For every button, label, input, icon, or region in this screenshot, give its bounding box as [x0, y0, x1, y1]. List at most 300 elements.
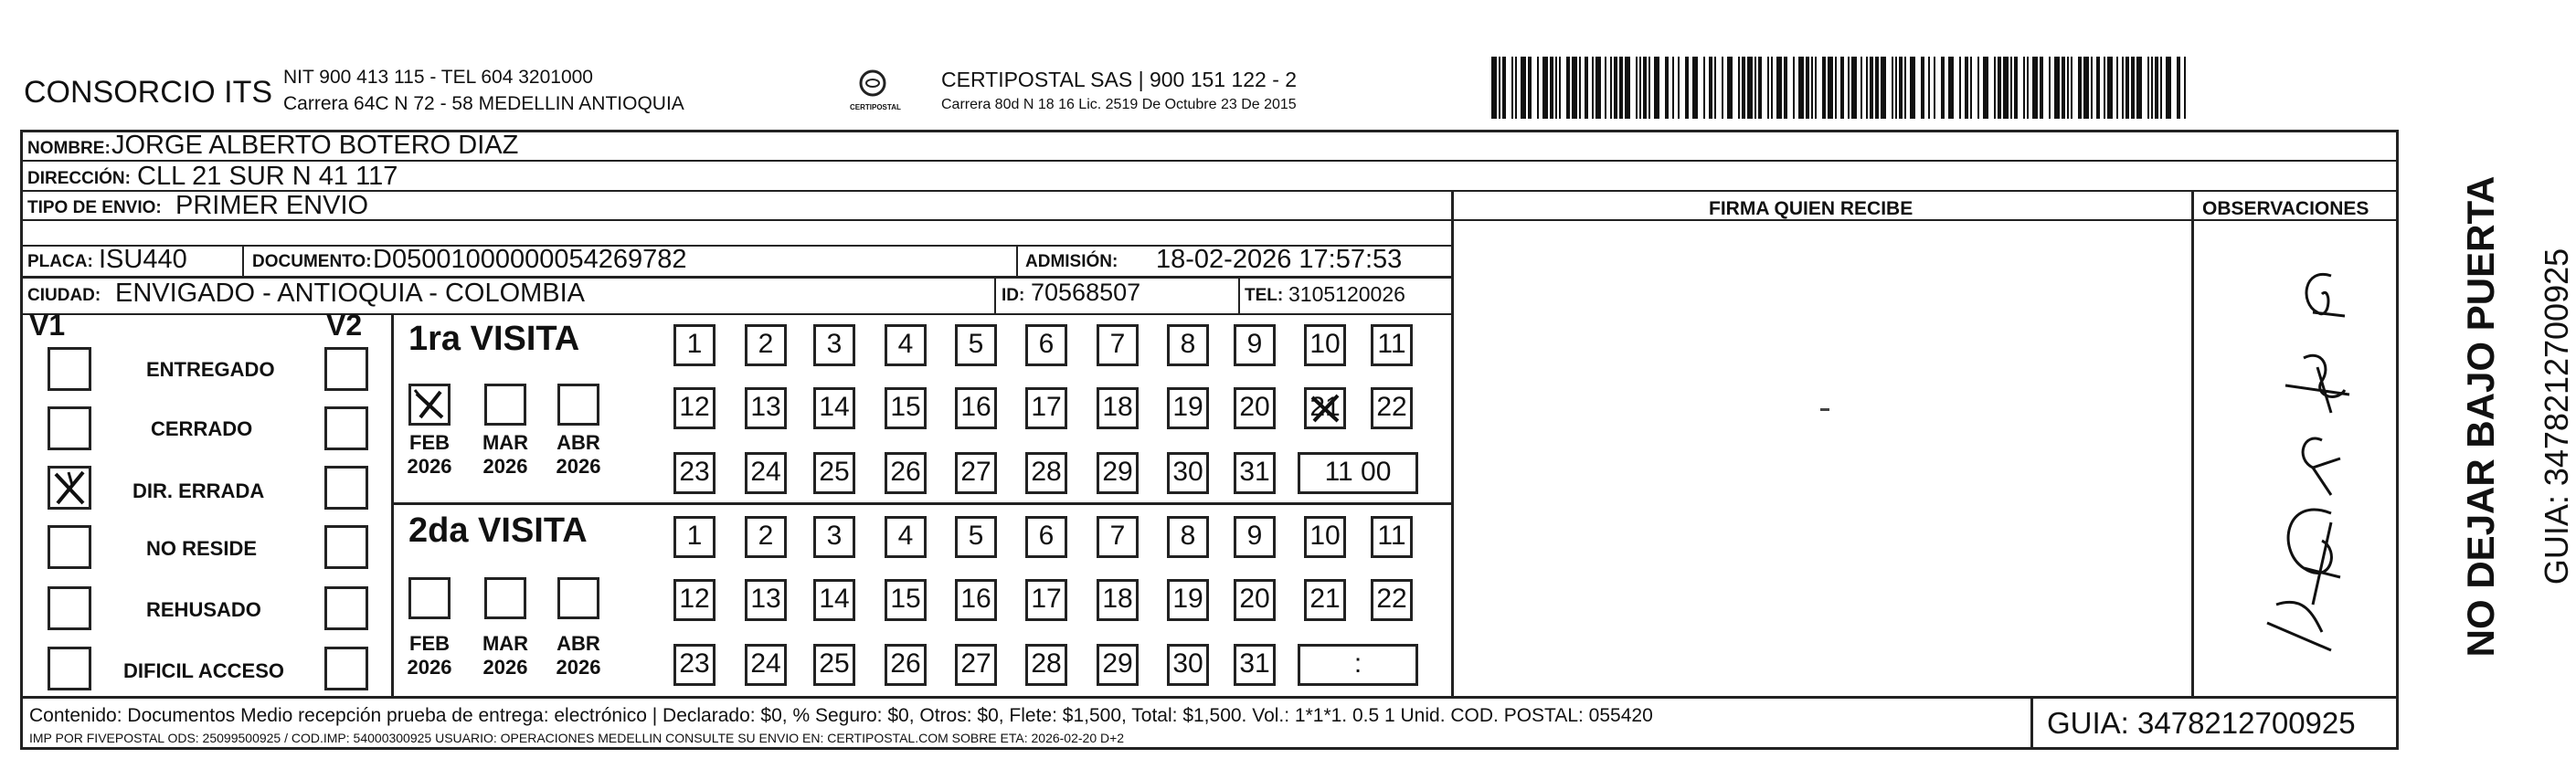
barcode-bar	[2107, 57, 2113, 119]
day-number: 27	[960, 648, 991, 679]
admision-value: 18-02-2026 17:57:53	[1156, 245, 1403, 274]
day-number: 9	[1246, 329, 1263, 359]
day-number: 4	[897, 329, 914, 359]
tel-label: TEL:	[1245, 286, 1284, 305]
day-box[interactable]	[955, 516, 997, 558]
first-month-checkbox-mar[interactable]	[484, 384, 526, 426]
id-label: ID:	[1002, 286, 1025, 305]
v1-header: V1	[29, 309, 66, 342]
day-box[interactable]	[1025, 324, 1067, 366]
barcode-bar	[1866, 57, 1868, 119]
day-number: 8	[1180, 521, 1196, 551]
day-box[interactable]	[1097, 387, 1139, 429]
day-number: 14	[819, 584, 850, 614]
day-box[interactable]	[955, 324, 997, 366]
tel-value: 3105120026	[1288, 282, 1405, 306]
v1-checkbox-no-reside[interactable]	[48, 525, 91, 569]
barcode-bar	[1511, 57, 1513, 119]
second-month-checkbox-feb[interactable]	[408, 577, 451, 619]
day-box[interactable]	[1097, 644, 1139, 686]
day-number: 20	[1239, 392, 1270, 422]
day-box[interactable]	[1304, 324, 1346, 366]
day-box[interactable]	[1304, 387, 1346, 429]
barcode-bar	[1870, 57, 1873, 119]
barcode-bar	[2083, 57, 2089, 119]
barcode-bar	[1521, 57, 1526, 119]
day-box[interactable]	[1167, 644, 1209, 686]
barcode-bar	[1727, 57, 1733, 119]
barcode-bar	[1921, 57, 1924, 119]
admision-label: ADMISIÓN:	[1025, 252, 1118, 271]
status-label-dificil-acceso: DIFICIL ACCESO	[123, 659, 285, 682]
day-number: 11	[1377, 521, 1406, 551]
day-number: 5	[968, 329, 984, 359]
day-box[interactable]	[1025, 579, 1067, 621]
barcode-bar	[1648, 57, 1650, 119]
v1-checkbox-dir-errada[interactable]	[48, 466, 91, 510]
day-box[interactable]	[813, 387, 855, 429]
first-month-checkbox-feb[interactable]	[408, 384, 451, 426]
barcode-bar	[1811, 57, 1813, 119]
barcode-bar	[2091, 57, 2093, 119]
day-number: 10	[1309, 521, 1341, 551]
footer-print-info: IMP POR FIVEPOSTAL ODS: 25099500925 / COD.IMP: 54000300925 USUARIO: OPERACIONES MEDELLIN CONSULTE SU ENVIO EN: CERTIPOSTAL.COM SOBRE ETA: 2026-02-20 D+2	[29, 731, 1125, 745]
day-box[interactable]	[885, 387, 927, 429]
v1-checkbox-dificil-acceso[interactable]	[48, 647, 91, 690]
day-box[interactable]	[745, 324, 787, 366]
day-number: 20	[1239, 584, 1270, 614]
barcode-bar	[1793, 57, 1795, 119]
day-number: 1	[686, 329, 703, 359]
barcode-bar	[1592, 57, 1594, 119]
day-number: 31	[1239, 457, 1270, 487]
day-number: 7	[1109, 521, 1126, 551]
first-month-label-feb: FEB 2026	[407, 431, 452, 478]
barcode-bar	[1948, 57, 1954, 119]
barcode-bar	[1714, 57, 1716, 119]
v2-checkbox-cerrado[interactable]	[324, 406, 368, 450]
barcode-bar	[2104, 57, 2105, 119]
courier-line1: CERTIPOSTAL SAS | 900 151 122 - 2	[941, 68, 1298, 91]
day-box[interactable]	[813, 452, 855, 494]
barcode-bar	[2010, 57, 2012, 119]
day-number: 23	[679, 457, 710, 487]
day-box[interactable]	[955, 644, 997, 686]
day-number: 31	[1239, 648, 1270, 679]
day-number: 27	[960, 457, 991, 487]
day-number: 24	[750, 457, 781, 487]
v1-checkbox-entregado[interactable]	[48, 347, 91, 391]
barcode-bar	[1636, 57, 1638, 119]
v2-checkbox-entregado[interactable]	[324, 347, 368, 391]
day-number: 22	[1376, 584, 1407, 614]
barcode-bar	[1491, 57, 1497, 119]
day-number: 17	[1031, 392, 1062, 422]
barcode-bar	[1643, 57, 1647, 119]
barcode-bar	[1672, 57, 1674, 119]
barcode-bar	[1983, 57, 1988, 119]
day-number: 6	[1038, 329, 1055, 359]
day-number: 21	[1309, 392, 1341, 422]
day-number: 3	[826, 521, 843, 551]
day-box[interactable]	[1234, 324, 1276, 366]
nombre-label: NOMBRE:	[27, 139, 111, 158]
day-box[interactable]	[1167, 516, 1209, 558]
day-number: 15	[890, 392, 921, 422]
barcode-bar	[1860, 57, 1862, 119]
barcode-bar	[1625, 57, 1630, 119]
barcode-bar	[1848, 57, 1850, 119]
observaciones-header: OBSERVACIONES	[2202, 198, 2369, 219]
day-box[interactable]	[1097, 516, 1139, 558]
status-label-entregado: ENTREGADO	[146, 358, 275, 381]
barcode-bar	[1502, 57, 1506, 119]
barcode-bar	[1685, 57, 1689, 119]
barcode-bar	[1738, 57, 1740, 119]
barcode-bar	[2122, 57, 2124, 119]
day-box[interactable]	[813, 324, 855, 366]
v1-checkbox-rehusado[interactable]	[48, 586, 91, 630]
day-number: 15	[890, 584, 921, 614]
day-number: 18	[1102, 584, 1133, 614]
day-box[interactable]	[673, 579, 716, 621]
barcode-bar	[2032, 57, 2038, 119]
day-number: 26	[890, 457, 921, 487]
day-box[interactable]	[1304, 579, 1346, 621]
barcode-bar	[1970, 57, 1972, 119]
barcode-bar	[2014, 57, 2018, 119]
check-mark-icon	[50, 469, 89, 507]
barcode-bar	[1515, 57, 1517, 119]
day-number: 12	[679, 392, 710, 422]
barcode-bar	[1605, 57, 1606, 119]
day-number: 16	[960, 584, 991, 614]
day-number: 4	[897, 521, 914, 551]
day-number: 12	[679, 584, 710, 614]
day-box[interactable]	[1097, 452, 1139, 494]
barcode-bar	[1840, 57, 1844, 119]
day-box[interactable]	[1167, 387, 1209, 429]
ciudad-label: CIUDAD:	[27, 286, 101, 305]
barcode-bar	[1899, 57, 1903, 119]
barcode-bar	[2040, 57, 2043, 119]
day-number: 22	[1376, 392, 1407, 422]
v2-checkbox-dificil-acceso[interactable]	[324, 647, 368, 690]
barcode-bar	[1678, 57, 1680, 119]
barcode-bar	[2177, 57, 2180, 119]
barcode-bar	[1758, 57, 1762, 119]
day-box[interactable]	[885, 516, 927, 558]
day-number: 29	[1102, 457, 1133, 487]
v2-checkbox-no-reside[interactable]	[324, 525, 368, 569]
barcode-bar	[1579, 57, 1581, 119]
v2-checkbox-rehusado[interactable]	[324, 586, 368, 630]
day-number: 21	[1309, 584, 1341, 614]
day-box[interactable]	[955, 579, 997, 621]
barcode-bar	[1639, 57, 1641, 119]
direccion-value: CLL 21 SUR N 41 117	[137, 162, 398, 191]
barcode-bar	[2096, 57, 2100, 119]
documento-value: D05001000000054269782	[373, 245, 687, 274]
barcode-bar	[1934, 57, 1935, 119]
barcode-bar	[1610, 57, 1612, 119]
barcode-bar	[2160, 57, 2162, 119]
barcode-bar	[1619, 57, 1623, 119]
barcode-bar	[2131, 57, 2135, 119]
barcode-bar	[2003, 57, 2009, 119]
barcode-bar	[1747, 57, 1753, 119]
first-month-checkbox-abr[interactable]	[557, 384, 599, 426]
barcode-bar	[1767, 57, 1769, 119]
vertical-warning	[2394, 155, 2575, 676]
check-mark-icon	[411, 386, 448, 423]
v2-checkbox-dir-errada[interactable]	[324, 466, 368, 510]
day-number: 9	[1246, 521, 1263, 551]
barcode-bar	[1566, 57, 1570, 119]
day-box[interactable]	[673, 452, 716, 494]
courier-line2: Carrera 80d N 18 16 Lic. 2519 De Octubre 23 De 2015	[941, 97, 1297, 112]
barcode-bar	[1654, 57, 1659, 119]
barcode-bar	[2136, 57, 2142, 119]
placa-value: ISU440	[99, 245, 187, 274]
certipostal-logo-icon	[854, 68, 891, 104]
barcode-bar	[1835, 57, 1837, 119]
barcode-bar	[1892, 57, 1893, 119]
day-box[interactable]	[745, 516, 787, 558]
barcode-bar	[2151, 57, 2153, 119]
day-box[interactable]	[1234, 516, 1276, 558]
day-box[interactable]	[1371, 387, 1413, 429]
barcode-bar	[2054, 57, 2060, 119]
day-number: 8	[1180, 329, 1196, 359]
v2-header: V2	[326, 309, 363, 342]
barcode-bar	[2071, 57, 2072, 119]
day-box[interactable]	[1234, 387, 1276, 429]
day-box[interactable]	[1167, 452, 1209, 494]
barcode-bar	[2166, 57, 2171, 119]
tipo-envio-value: PRIMER ENVIO	[175, 191, 369, 220]
barcode-bar	[1895, 57, 1897, 119]
day-box[interactable]	[745, 452, 787, 494]
barcode-bar	[1771, 57, 1773, 119]
barcode-bar	[1555, 57, 1557, 119]
day-number: 7	[1109, 329, 1126, 359]
barcode-bar	[1904, 57, 1906, 119]
time-box[interactable]	[1298, 452, 1418, 494]
barcode-bar	[1742, 57, 1745, 119]
first-month-label-mar: MAR 2026	[482, 431, 529, 478]
barcode-bar	[1784, 57, 1787, 119]
day-number: 16	[960, 392, 991, 422]
barcode-bar	[1965, 57, 1968, 119]
nombre-value: JORGE ALBERTO BOTERO DIAZ	[111, 131, 519, 160]
day-number: 3	[826, 329, 843, 359]
day-number: 29	[1102, 648, 1133, 679]
day-box[interactable]	[1371, 516, 1413, 558]
day-box[interactable]	[885, 579, 927, 621]
day-number: 30	[1172, 648, 1203, 679]
day-box[interactable]	[813, 516, 855, 558]
first-visit-title: 1ra VISITA	[408, 320, 580, 358]
barcode-bar	[1537, 57, 1539, 119]
direccion-label: DIRECCIÓN:	[27, 169, 131, 188]
day-number: 26	[890, 648, 921, 679]
barcode-bar	[1998, 57, 2001, 119]
day-number: 18	[1102, 392, 1133, 422]
barcode-bar	[1910, 57, 1915, 119]
second-month-label-abr: ABR 2026	[556, 632, 601, 679]
day-number: 13	[750, 392, 781, 422]
barcode-bar	[1875, 57, 1879, 119]
barcode-bar	[2062, 57, 2065, 119]
barcode-bar	[1815, 57, 1817, 119]
day-number: 1	[686, 521, 703, 551]
barcode-bar	[1828, 57, 1833, 119]
company-line2: Carrera 64C N 72 - 58 MEDELLIN ANTIOQUIA	[283, 93, 684, 114]
day-box[interactable]	[885, 644, 927, 686]
day-box[interactable]	[885, 324, 927, 366]
company-name: CONSORCIO ITS	[24, 75, 273, 110]
day-box[interactable]	[1234, 579, 1276, 621]
barcode-bar	[1542, 57, 1548, 119]
day-box[interactable]	[1097, 324, 1139, 366]
footer-content: Contenido: Documentos Medio recepción prueba de entrega: electrónico | Declarado: $0, % Seguro: $0, Otros: $0, Flete: $1,500, Total: $1,500. Vol.: 1*1*1. 0.5 1 Unid. COD. POSTAL: 055420	[29, 705, 1653, 726]
day-box[interactable]	[813, 644, 855, 686]
footer-guia: GUIA: 3478212700925	[2047, 706, 2356, 740]
day-number: 23	[679, 648, 710, 679]
day-box[interactable]	[745, 644, 787, 686]
day-box[interactable]	[1167, 579, 1209, 621]
observaciones-area	[2194, 221, 2396, 696]
first-month-label-abr: ABR 2026	[556, 431, 601, 478]
second-month-checkbox-mar[interactable]	[484, 577, 526, 619]
barcode-bar	[2147, 57, 2149, 119]
barcode-bar	[1851, 57, 1857, 119]
tipo-envio-label: TIPO DE ENVIO:	[27, 198, 162, 217]
barcode-bar	[1572, 57, 1577, 119]
signature-area	[1453, 221, 2191, 696]
ciudad-value: ENVIGADO - ANTIOQUIA - COLOMBIA	[115, 279, 586, 308]
barcode-bar	[1754, 57, 1756, 119]
barcode-bar	[1977, 57, 1979, 119]
barcode-bar	[2027, 57, 2029, 119]
day-box[interactable]	[673, 516, 716, 558]
day-number: 2	[758, 521, 774, 551]
check-mark-icon	[1307, 390, 1343, 427]
barcode-bar	[2078, 57, 2082, 119]
id-value: 70568507	[1031, 279, 1141, 306]
day-box[interactable]	[1234, 644, 1276, 686]
v1-checkbox-cerrado[interactable]	[48, 406, 91, 450]
day-number: 19	[1172, 584, 1203, 614]
barcode-bar	[1692, 57, 1698, 119]
day-number: 25	[819, 648, 850, 679]
documento-label: DOCUMENTO:	[252, 252, 372, 271]
day-number: 28	[1031, 457, 1062, 487]
barcode-bar	[1822, 57, 1826, 119]
time-box[interactable]	[1298, 644, 1418, 686]
day-number: 13	[750, 584, 781, 614]
day-number: 14	[819, 392, 850, 422]
day-number: 19	[1172, 392, 1203, 422]
barcode-bar	[1959, 57, 1961, 119]
day-box[interactable]	[745, 579, 787, 621]
day-box[interactable]	[1304, 516, 1346, 558]
barcode-bar	[1550, 57, 1553, 119]
day-box[interactable]	[1025, 452, 1067, 494]
day-box[interactable]	[1025, 516, 1067, 558]
barcode-bar	[1776, 57, 1782, 119]
day-number: 5	[968, 521, 984, 551]
day-box[interactable]	[673, 644, 716, 686]
day-box[interactable]	[885, 452, 927, 494]
barcode-bar	[2184, 57, 2186, 119]
day-box[interactable]	[1167, 324, 1209, 366]
day-box[interactable]	[1025, 644, 1067, 686]
second-month-checkbox-abr[interactable]	[557, 577, 599, 619]
barcode	[1491, 57, 2193, 119]
day-box[interactable]	[1234, 452, 1276, 494]
status-label-dir-errada: DIR. ERRADA	[133, 479, 265, 502]
barcode-bar	[2116, 57, 2118, 119]
placa-label: PLACA:	[27, 252, 93, 271]
day-box[interactable]	[1025, 387, 1067, 429]
barcode-bar	[2155, 57, 2158, 119]
firma-header: FIRMA QUIEN RECIBE	[1709, 198, 1913, 219]
barcode-bar	[1614, 57, 1617, 119]
barcode-bar	[2023, 57, 2025, 119]
barcode-bar	[1585, 57, 1588, 119]
day-number: 11	[1377, 329, 1406, 359]
barcode-bar	[1806, 57, 1809, 119]
day-number: 6	[1038, 521, 1055, 551]
status-label-rehusado: REHUSADO	[146, 598, 261, 621]
status-label-cerrado: CERRADO	[151, 417, 253, 440]
day-box[interactable]	[1097, 579, 1139, 621]
barcode-bar	[1994, 57, 1996, 119]
day-number: 24	[750, 648, 781, 679]
day-number: 25	[819, 457, 850, 487]
barcode-bar	[2049, 57, 2051, 119]
barcode-bar	[1499, 57, 1500, 119]
day-number: 30	[1172, 457, 1203, 487]
barcode-bar	[1595, 57, 1601, 119]
ink-mark	[1820, 408, 1829, 411]
barcode-bar	[2125, 57, 2129, 119]
barcode-bar	[1703, 57, 1705, 119]
day-box[interactable]	[813, 579, 855, 621]
logo-label: CERTIPOSTAL	[850, 103, 901, 111]
day-box[interactable]	[955, 387, 997, 429]
day-number: 28	[1031, 648, 1062, 679]
time-value: :	[1353, 648, 1362, 679]
day-number: 2	[758, 329, 774, 359]
day-box[interactable]	[673, 324, 716, 366]
day-number: 10	[1309, 329, 1341, 359]
day-box[interactable]	[745, 387, 787, 429]
time-value: 11 00	[1324, 457, 1392, 487]
barcode-bar	[1665, 57, 1669, 119]
barcode-bar	[1722, 57, 1723, 119]
barcode-bar	[2067, 57, 2069, 119]
second-visit-title: 2da VISITA	[408, 511, 588, 550]
day-box[interactable]	[955, 452, 997, 494]
day-box[interactable]	[673, 387, 716, 429]
day-box[interactable]	[1371, 324, 1413, 366]
company-line1: NIT 900 413 115 - TEL 604 3201000	[283, 67, 593, 88]
day-box[interactable]	[1371, 579, 1413, 621]
second-month-label-mar: MAR 2026	[482, 632, 529, 679]
